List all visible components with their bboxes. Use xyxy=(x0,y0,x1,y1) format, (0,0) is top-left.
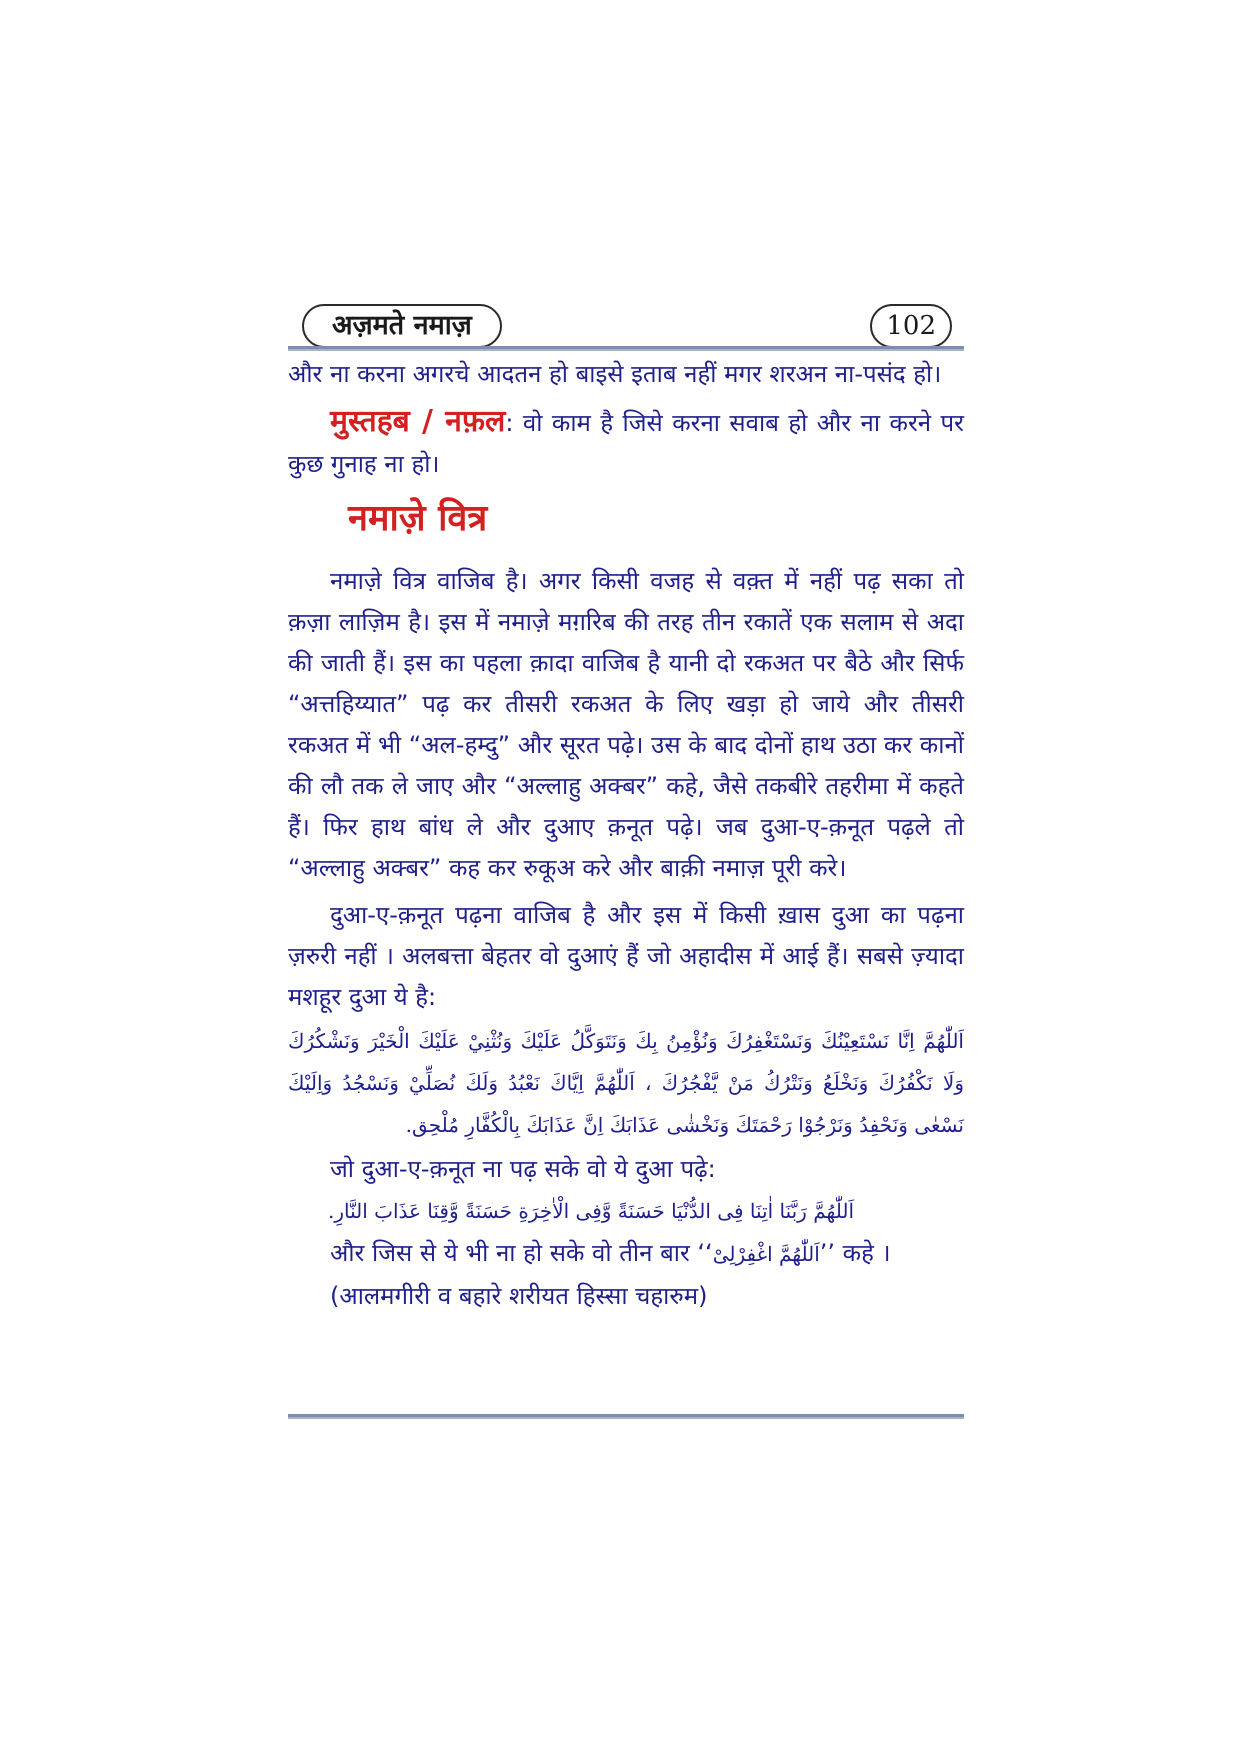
third-option-suffix: ’’ कहे । xyxy=(819,1239,891,1267)
third-option-prefix: और जिस से ये भी ना हो सके वो तीन बार ‘‘ xyxy=(330,1239,713,1267)
third-option-line xyxy=(288,1232,964,1275)
witr-paragraph: नमाज़े वित्र वाजिब है। अगर किसी वजह से वक़्त में नहीं पढ़ सका तो क़ज़ा लाज़िम है। इस में नमाज़े मग़रिब की तरह तीन रकातें एक सलाम से अदा की जाती हैं। इस का पहला क़ादा वाजिब है यानी दो रकअत पर बैठे और सिर्फ “अत्तहिय्यात” पढ़ कर तीसरी रकअत के लिए खड़ा हो जाये और तीसरी रकअत में भी “अल-हम्दु” और सूरत पढ़े। उस के बाद दोनों हाथ उठा कर कानों की लौ तक ले जाए और “अल्लाहु अक्बर” कहे, जैसे तकबीरे तहरीमा में कहते हैं। फिर हाथ बांध ले और दुआए क़नूत पढ़े। जब दुआ-ए-क़नूत पढ़ले तो “अल्लाहु अक्बर” कह कर रुकूअ करे और बाक़ी नमाज़ पूरी करे। xyxy=(288,567,964,882)
alt-dua-line: जो दुआ-ए-क़नूत ना पढ़ सके वो ये दुआ पढ़े: xyxy=(330,1155,716,1183)
page-number: 102 xyxy=(870,304,952,348)
book-page xyxy=(288,300,964,1317)
reference-line: (आलमगीरी व बहारे शरीयत हिस्सा चहारुम) xyxy=(330,1282,708,1310)
section-heading: नमाज़े वित्र xyxy=(348,498,488,539)
book-title: अज़मते नमाज़ xyxy=(302,304,502,348)
footer-rule xyxy=(288,1414,964,1419)
alt-dua-arabic: اَللّٰهُمَّ رَبَّنَا اٰتِنَا فِى الدُّنْيَا حَسَنَةً وَّفِى الْاٰخِرَةِ حَسَنَةً وَّقِنَا عَذَابَ النَّارِ. xyxy=(327,1199,854,1223)
page-header xyxy=(288,300,964,352)
qunoot-paragraph: दुआ-ए-क़नूत पढ़ना वाजिब है और इस में किसी ख़ास दुआ का पढ़ना ज़रुरी नहीं । अलबत्ता बेहतर वो दुआएं हैं जो अहादीस में आई हैं। सबसे ज़्यादा मशहूर दुआ ये है: xyxy=(288,901,964,1011)
header-rule xyxy=(288,346,964,351)
mustahab-term: मुस्तहब / नफ़ल xyxy=(330,404,506,439)
mustahab-paragraph xyxy=(288,401,964,485)
third-option-arabic: اَللّٰهُمَّ اغْفِرْلِىْ xyxy=(712,1242,820,1266)
dua-qunoot-arabic: اَللّٰهُمَّ اِنَّا نَسْتَعِيْنُكَ وَنَسْتَغْفِرُكَ وَنُؤْمِنُ بِكَ وَنَتَوَكَّلُ عَلَيْكَ وَنُثْنِيْ عَلَيْكَ الْخَيْرَ وَنَشْكُرُكَ وَلَا نَكْفُرُكَ وَنَخْلَعُ وَنَتْرُكُ مَنْ يَّفْجُرُكَ ، اَللّٰهُمَّ اِيَّاكَ نَعْبُدُ وَلَكَ نُصَلِّيْ وَنَسْجُدُ وَاِلَيْكَ نَسْعٰى وَنَحْفِدُ وَنَرْجُوْا رَحْمَتَكَ وَنَخْشٰى عَذَابَكَ اِنَّ عَذَابَكَ بِالْكُفَّارِ مُلْحِق. xyxy=(288,1029,964,1137)
mustahab-definition: : वो काम है जिसे करना सवाब हो और ना करने पर कुछ गुनाह ना हो। xyxy=(288,409,964,478)
intro-paragraph: और ना करना अगरचे आदतन हो बाइसे इताब नहीं मगर शरअन ना-पसंद हो। xyxy=(288,360,942,388)
